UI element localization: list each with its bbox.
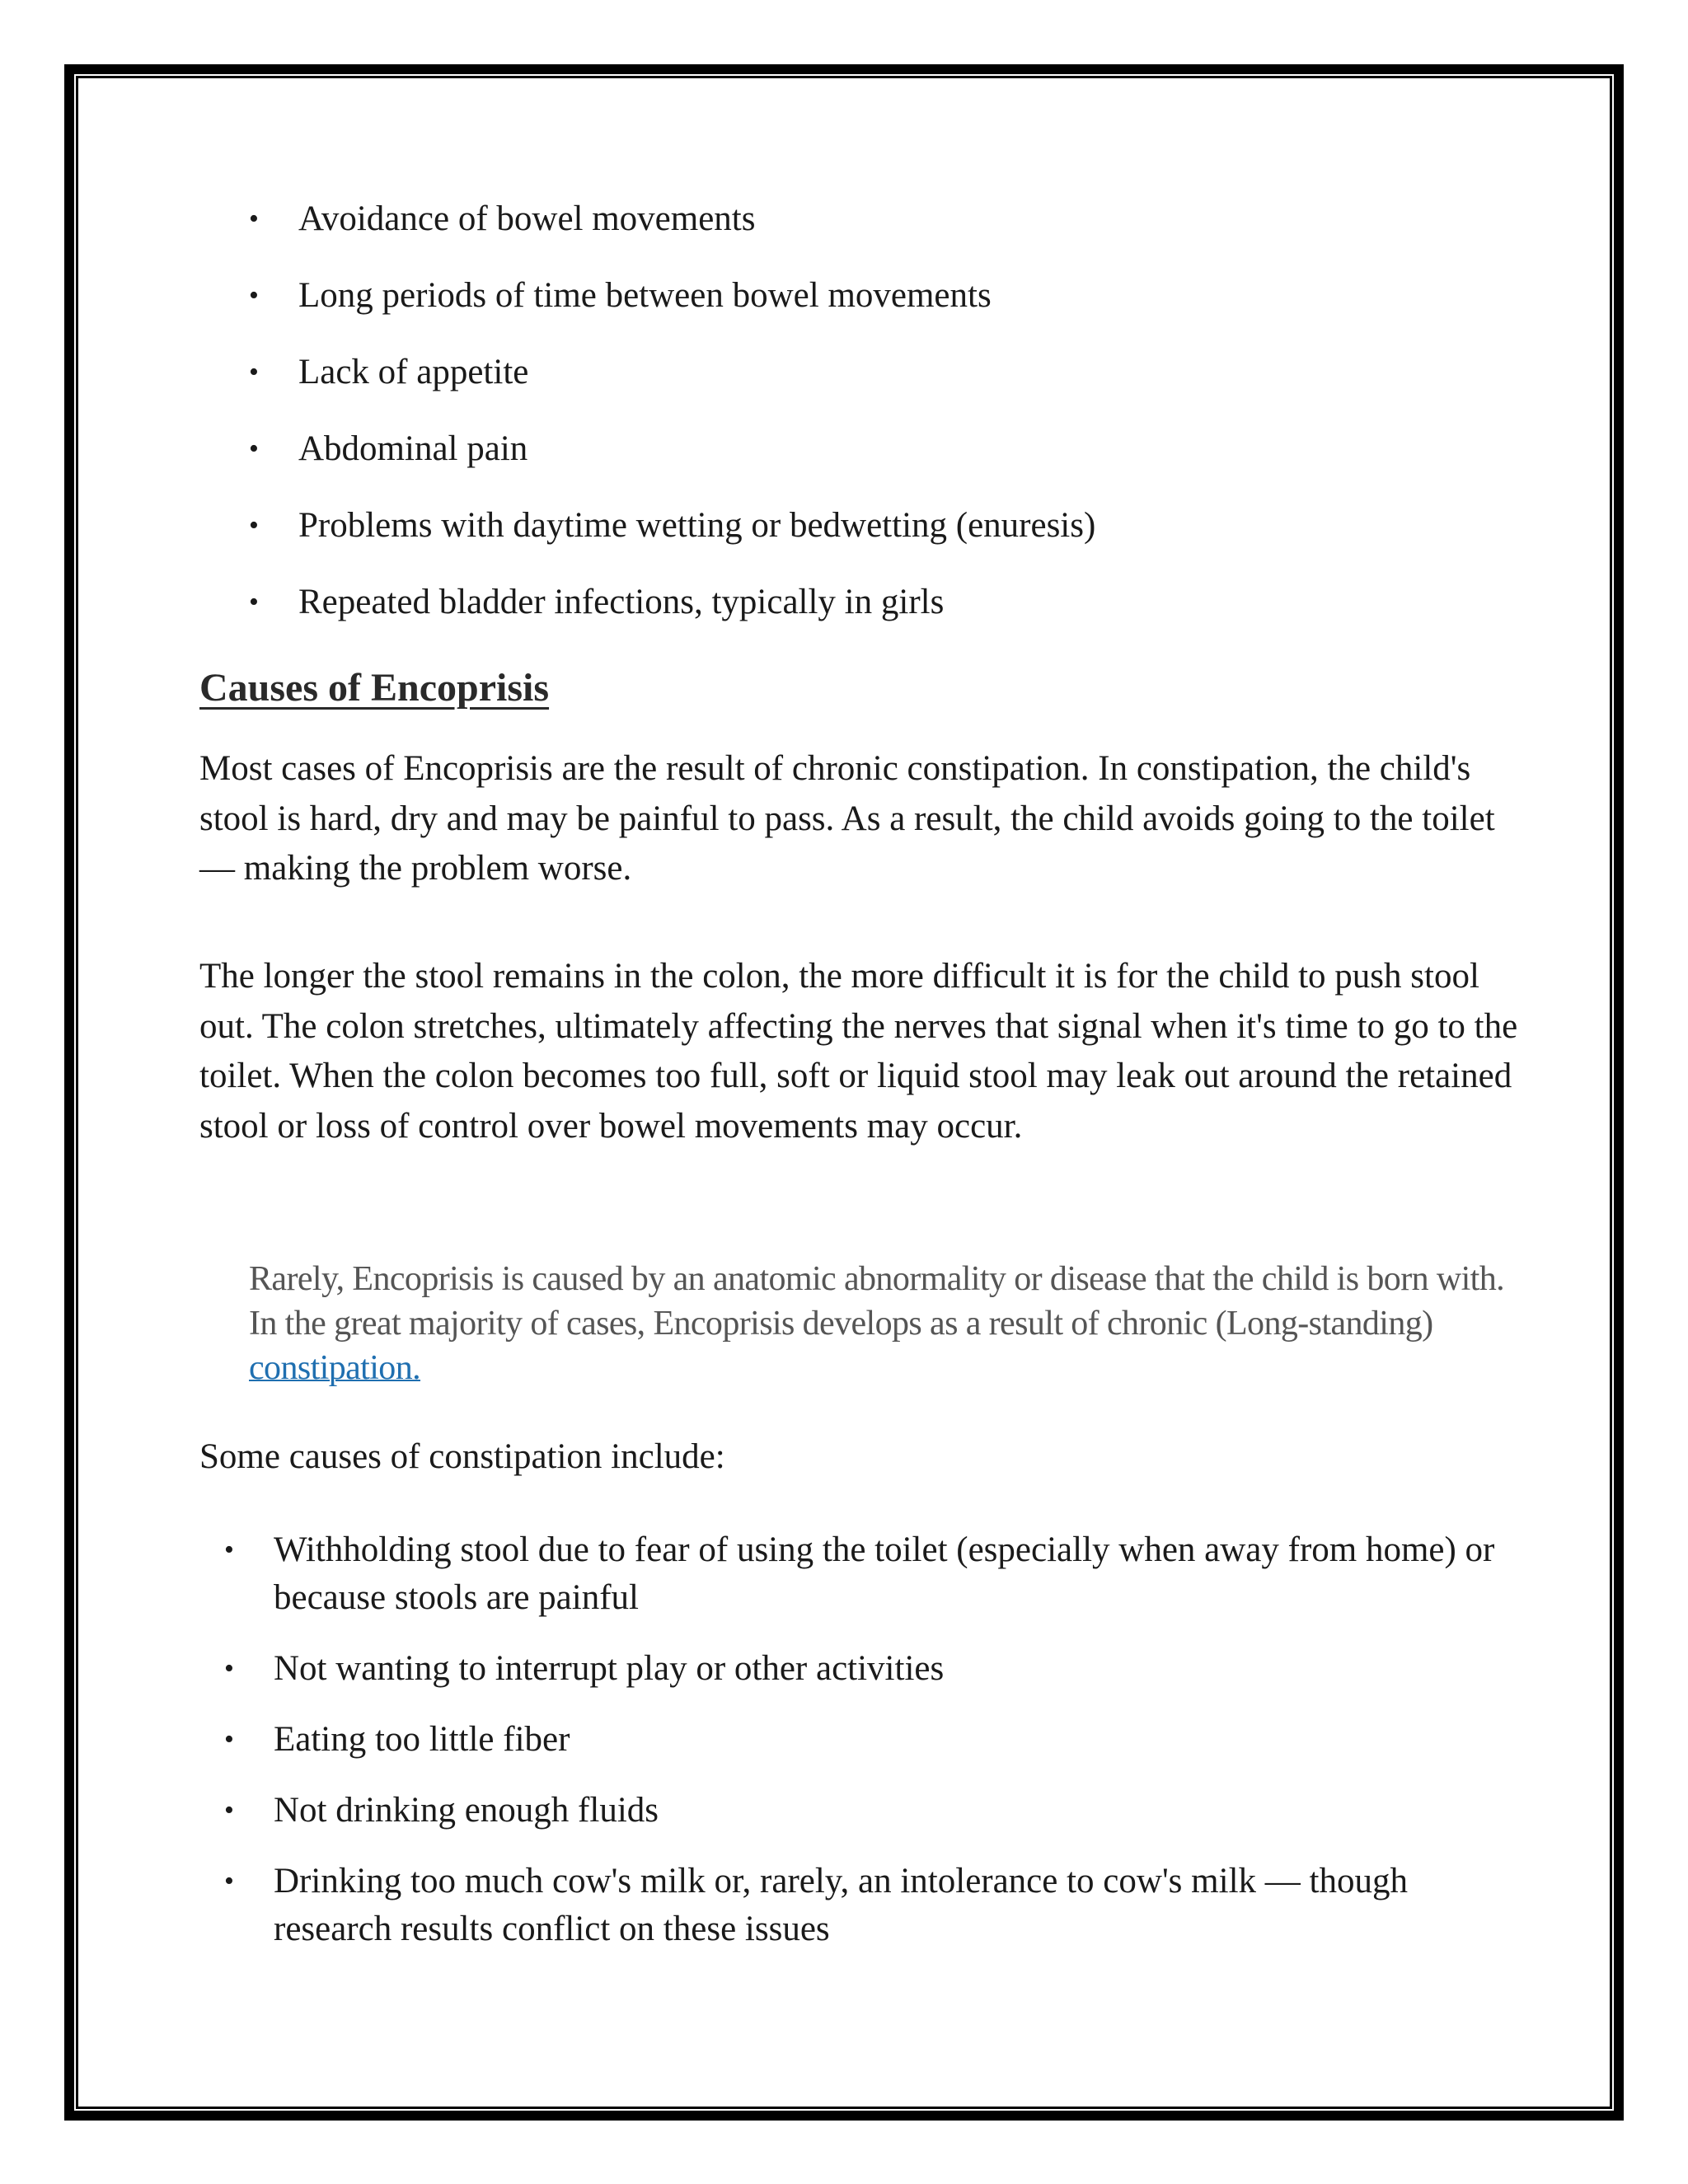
list-item: • Problems with daytime wetting or bedwetting (enuresis) xyxy=(199,503,1095,549)
list-item: • Lack of appetite xyxy=(199,349,1095,396)
list-item: • Not wanting to interrupt play or other activities xyxy=(199,1645,1518,1693)
block-quote xyxy=(249,1257,1526,1390)
list-item: • Eating too little fiber xyxy=(199,1716,1518,1764)
section-heading: Causes of Encoprisis xyxy=(199,666,550,710)
list-item: • Withholding stool due to fear of using the toilet (especially when away from home) or because stools are painful xyxy=(199,1526,1518,1622)
list-item: • Drinking too much cow's milk or, rarely, an intolerance to cow's milk — though research results conflict on these issues xyxy=(199,1858,1518,1953)
constipation-causes-list xyxy=(199,1526,1518,1976)
quote-text: Rarely, Encoprisis is caused by an anatomic abnormality or disease that the child is born with. In the great majority of cases, Encoprisis develops as a result of chronic (Long-standing) xyxy=(249,1260,1505,1343)
symptoms-list xyxy=(199,196,1095,656)
paragraph: The longer the stool remains in the colon, the more difficult it is for the child to push stool out. The colon stretches, ultimately affecting the nerves that signal when it's time to go to the toilet. When the colon becomes too full, soft or liquid stool may leak out around the retained stool or loss of control over bowel movements may occur. xyxy=(199,957,1518,1146)
list-item: • Abdominal pain xyxy=(199,426,1095,472)
paragraph: Most cases of Encoprisis are the result of chronic constipation. In constipation, the child's stool is hard, dry and may be painful to pass. As a result, the child avoids going to the toilet — making the problem worse. xyxy=(199,749,1495,888)
list-item: • Repeated bladder infections, typically in girls xyxy=(199,579,1095,626)
list-intro: Some causes of constipation include: xyxy=(199,1437,725,1476)
list-item: • Avoidance of bowel movements xyxy=(199,196,1095,242)
list-item: • Not drinking enough fluids xyxy=(199,1787,1518,1835)
list-item: • Long periods of time between bowel movements xyxy=(199,273,1095,319)
constipation-link[interactable]: constipation. xyxy=(249,1349,421,1387)
